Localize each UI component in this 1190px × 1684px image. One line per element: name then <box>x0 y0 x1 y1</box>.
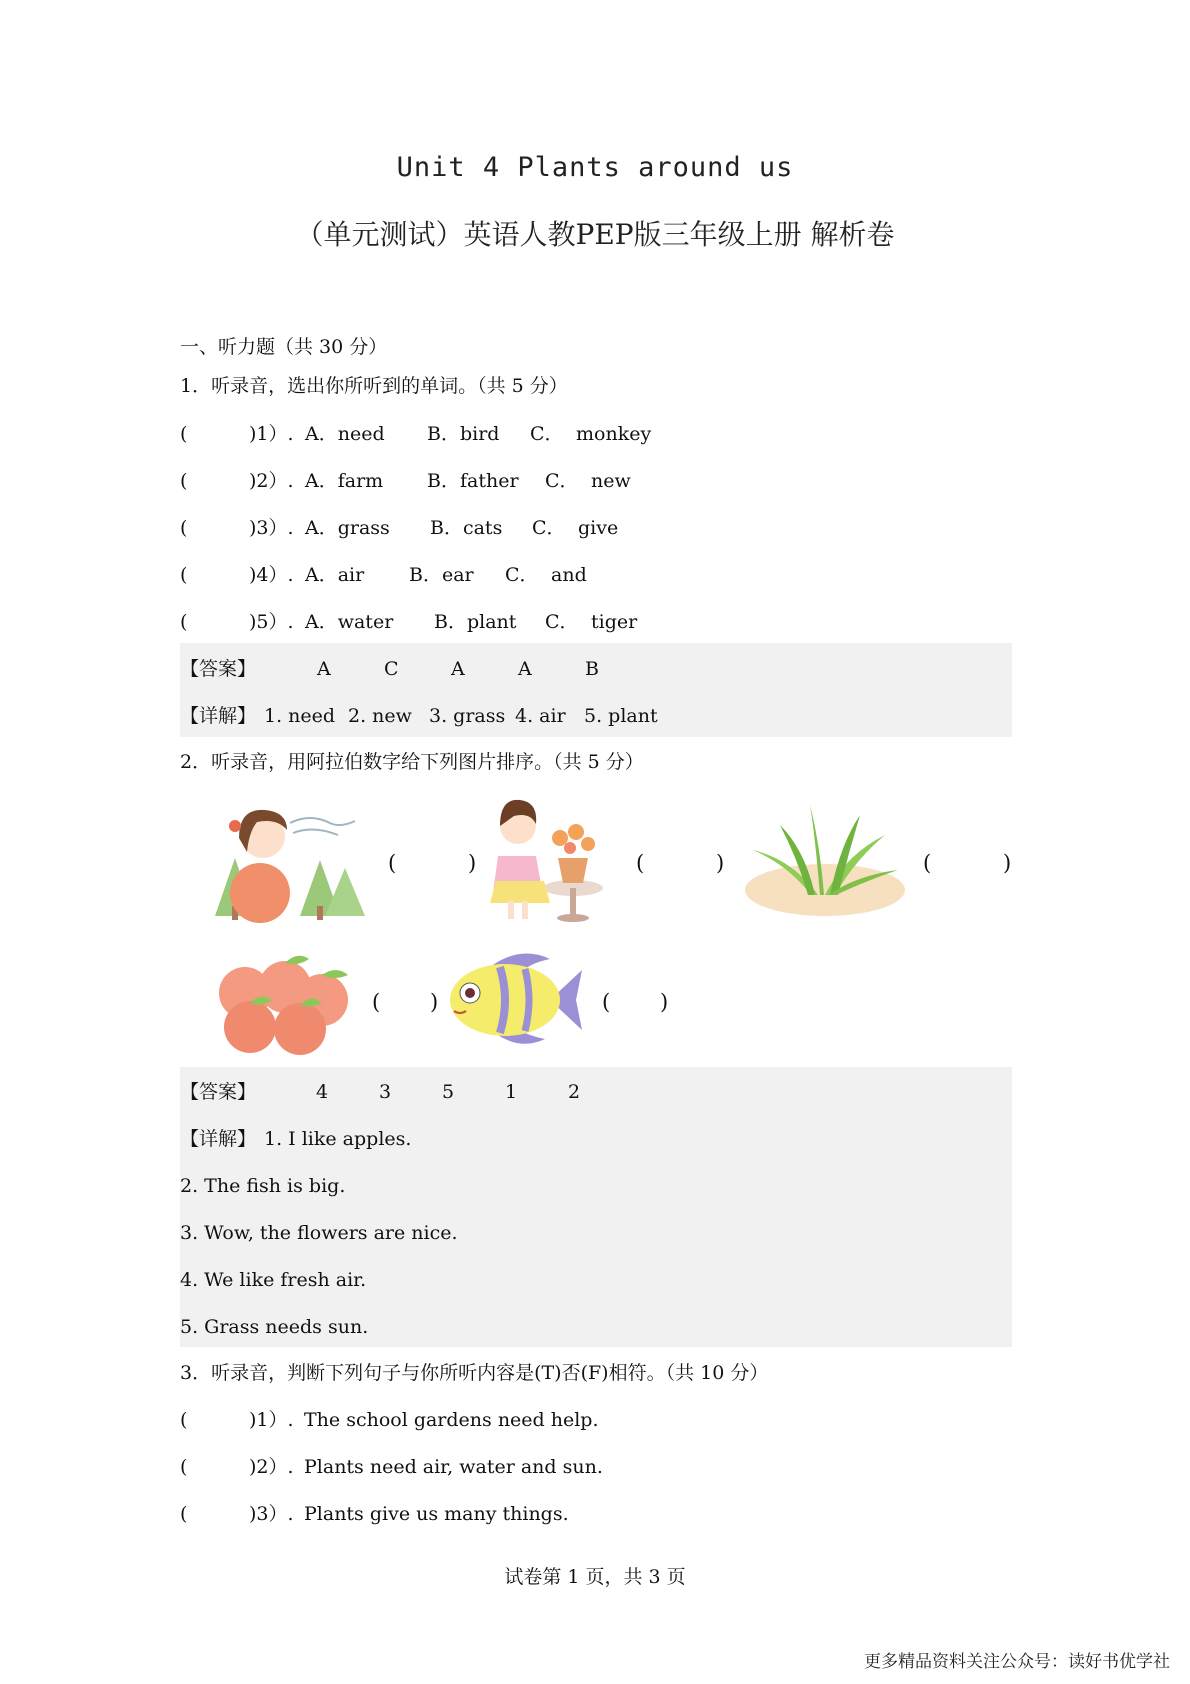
detail-text: 1. need <box>264 705 336 727</box>
q2-paren-open: ( <box>388 851 397 875</box>
item-number: )3）. <box>249 517 294 539</box>
item-number: )1）. <box>249 1409 294 1431</box>
section1-heading: 一、听力题（共 30 分） <box>180 336 388 358</box>
option-c: C． <box>545 611 579 633</box>
detail-text: 3. Wow, the flowers are nice. <box>180 1222 458 1244</box>
answer-label: 【答案】 <box>180 658 257 680</box>
answer-value: A <box>518 658 532 680</box>
item-text: Plants need air, water and sun. <box>304 1456 603 1478</box>
detail-text: 4. We like fresh air. <box>180 1269 367 1291</box>
q2-heading: 2．听录音，用阿拉伯数字给下列图片排序。（共 5 分） <box>180 751 644 773</box>
option-a: A．farm <box>305 470 384 492</box>
detail-text: 5. plant <box>584 705 658 727</box>
option-b: B．plant <box>434 611 517 633</box>
answer-value: C <box>384 658 399 680</box>
q2-paren-open: ( <box>923 851 932 875</box>
q2-paren-close: ) <box>468 851 477 875</box>
answer-paren: ( <box>180 1503 188 1525</box>
option-c: C． <box>505 564 539 586</box>
answer-paren: ( <box>180 470 188 492</box>
answer-value: B <box>585 658 599 680</box>
detail-label: 【详解】 <box>180 705 257 727</box>
q2-paren-close: ) <box>430 990 439 1014</box>
answer-value: 5 <box>442 1081 455 1103</box>
item-number: )3）. <box>249 1503 294 1525</box>
answer-value: A <box>317 658 331 680</box>
answer-paren: ( <box>180 423 188 445</box>
item-text: The school gardens need help. <box>304 1409 599 1431</box>
detail-text: 2. new <box>348 705 412 727</box>
answer-value: 3 <box>379 1081 392 1103</box>
option-c: C． <box>532 517 566 539</box>
option-c: C． <box>545 470 579 492</box>
option-a: A．grass <box>305 517 390 539</box>
item-number: )4）. <box>249 564 294 586</box>
q2-answer-block <box>180 1067 1012 1347</box>
detail-text: 4. air <box>515 705 566 727</box>
fish-picture <box>440 945 585 1055</box>
option-c-word: new <box>591 470 631 492</box>
answer-label: 【答案】 <box>180 1081 257 1103</box>
q3-heading: 3．听录音，判断下列句子与你所听内容是(T)否(F)相符。（共 10 分） <box>180 1362 769 1384</box>
item-number: )2）. <box>249 470 294 492</box>
q2-paren-close: ) <box>716 851 725 875</box>
option-b: B．ear <box>409 564 474 586</box>
answer-paren: ( <box>180 517 188 539</box>
item-text: Plants give us many things. <box>304 1503 569 1525</box>
answer-paren: ( <box>180 611 188 633</box>
option-a: A．need <box>305 423 385 445</box>
q2-paren-open: ( <box>602 990 611 1014</box>
answer-paren: ( <box>180 564 188 586</box>
option-c: C． <box>530 423 564 445</box>
girl-fresh-air-picture <box>205 798 370 923</box>
detail-text: 2. The fish is big. <box>180 1175 346 1197</box>
option-b: B．bird <box>427 423 500 445</box>
answer-paren: ( <box>180 1456 188 1478</box>
option-c-word: give <box>578 517 619 539</box>
apples-picture <box>210 945 360 1055</box>
answer-paren: ( <box>180 1409 188 1431</box>
option-b: B．cats <box>430 517 503 539</box>
q2-paren-close: ) <box>1003 851 1012 875</box>
q1-heading: 1．听录音，选出你所听到的单词。（共 5 分） <box>180 375 568 397</box>
answer-value: 4 <box>316 1081 329 1103</box>
q2-paren-open: ( <box>372 990 381 1014</box>
item-number: )2）. <box>249 1456 294 1478</box>
q2-paren-close: ) <box>660 990 669 1014</box>
title-line-2: （单元测试）英语人教PEP版三年级上册 解析卷 <box>295 218 895 251</box>
answer-value: A <box>451 658 465 680</box>
option-c-word: tiger <box>591 611 638 633</box>
title-line-1: Unit 4 Plants around us <box>396 152 794 183</box>
item-number: )1）. <box>249 423 294 445</box>
detail-text: 5. Grass needs sun. <box>180 1316 369 1338</box>
detail-text: 1. I like apples. <box>264 1128 412 1150</box>
item-number: )5）. <box>249 611 294 633</box>
q2-paren-open: ( <box>636 851 645 875</box>
option-a: A．water <box>305 611 394 633</box>
option-c-word: and <box>551 564 587 586</box>
option-a: A．air <box>305 564 365 586</box>
answer-value: 2 <box>568 1081 581 1103</box>
detail-label: 【详解】 <box>180 1128 257 1150</box>
corner-note: 更多精品资料关注公众号：读好书优学社 <box>864 1652 1170 1672</box>
girl-flowers-picture <box>488 796 618 926</box>
page-footer: 试卷第 1 页，共 3 页 <box>504 1566 686 1588</box>
option-c-word: monkey <box>576 423 652 445</box>
answer-value: 1 <box>505 1081 518 1103</box>
grass-picture <box>740 800 910 920</box>
detail-text: 3. grass <box>429 705 506 727</box>
option-b: B．father <box>427 470 519 492</box>
